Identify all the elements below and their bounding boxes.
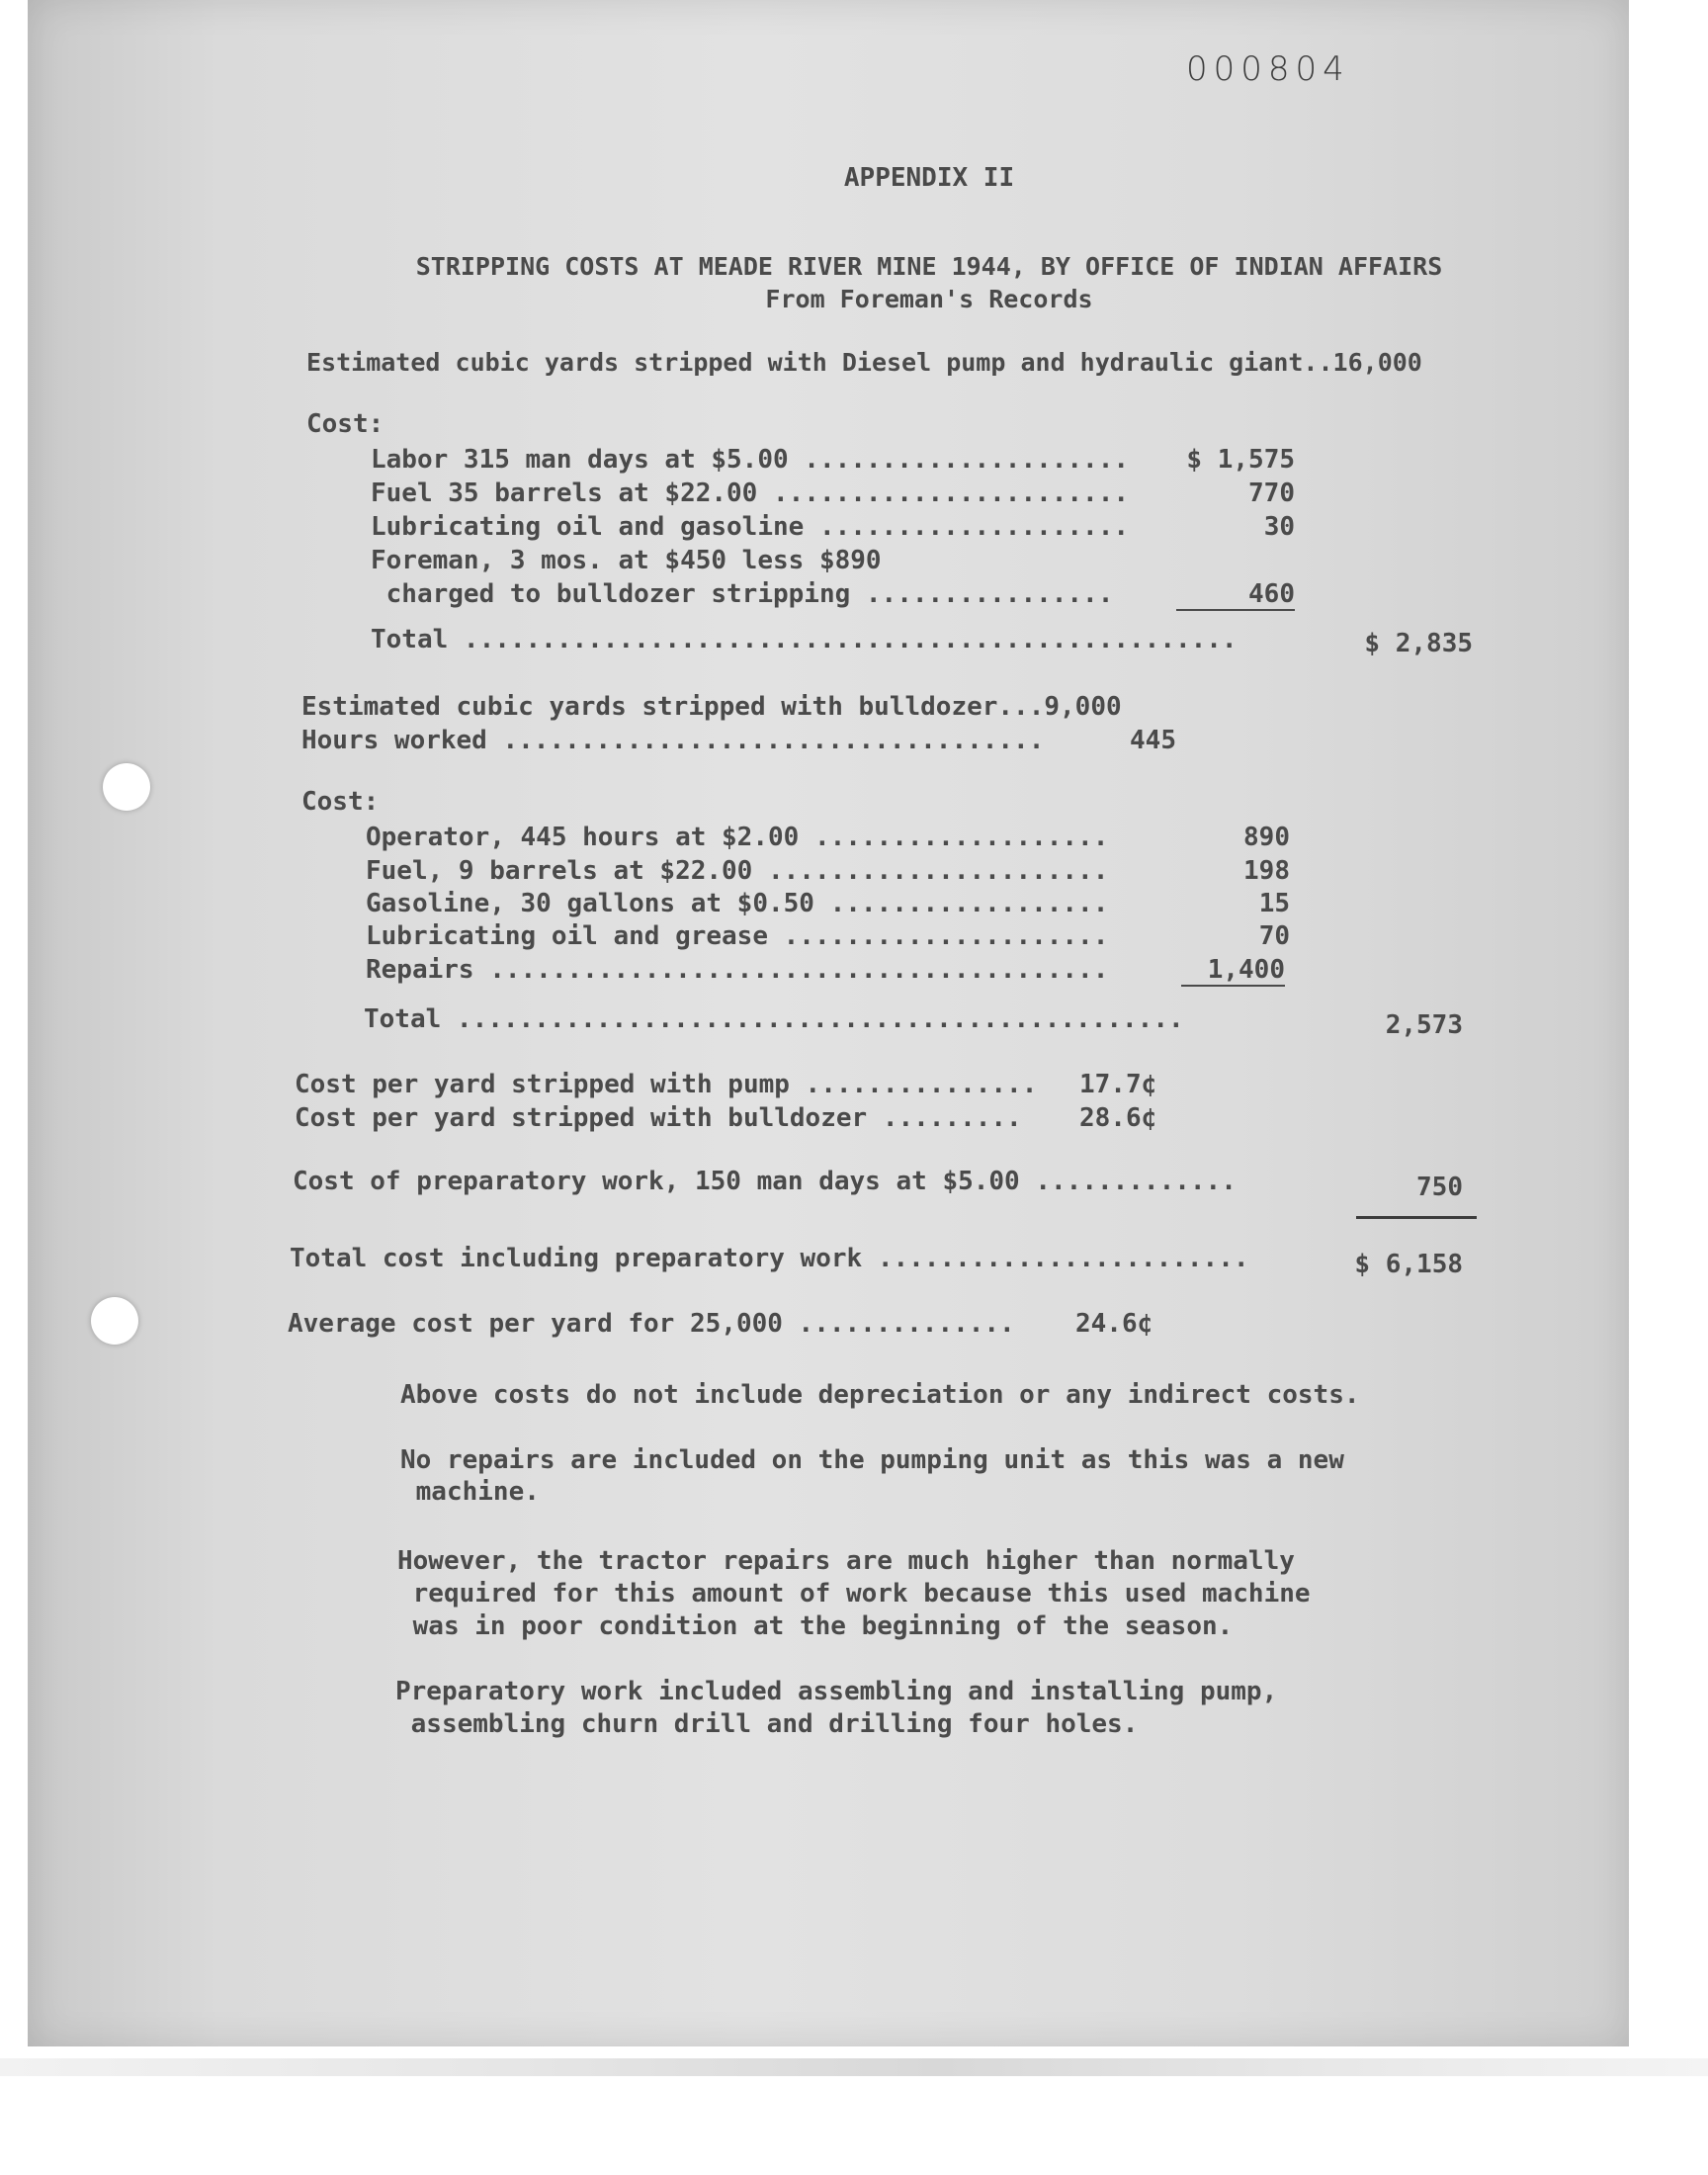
pump-item-label: Lubricating oil and gasoline .................... <box>371 512 1130 542</box>
page-stamp-number: 000804 <box>1186 49 1350 89</box>
note-line: No repairs are included on the pumping unit as this was a new <box>400 1445 1344 1475</box>
note-line: was in poor condition at the beginning of the season. <box>397 1611 1234 1641</box>
pump-cost-label: Cost: <box>306 409 384 439</box>
bulldozer-item-label: Gasoline, 30 gallons at $0.50 .................. <box>366 889 1109 918</box>
pump-item-value: $ 1,575 <box>1186 445 1295 475</box>
binder-hole-bottom <box>91 1297 138 1345</box>
per-yard-bulldozer-label: Cost per yard stripped with bulldozer ......... <box>295 1103 1022 1133</box>
pump-item-value: 460 <box>1176 579 1295 611</box>
bulldozer-item-label: Fuel, 9 barrels at $22.00 ...................... <box>366 856 1109 886</box>
bulldozer-item-label: Repairs ........................................ <box>366 955 1109 985</box>
note-line: Preparatory work included assembling and installing pump, <box>395 1677 1278 1706</box>
pump-item-value: 30 <box>1263 512 1295 542</box>
bulldozer-total-value: 2,573 <box>1385 1010 1463 1040</box>
pump-item-value: 770 <box>1248 478 1295 508</box>
grand-total-label: Total cost including preparatory work ........................ <box>290 1244 1249 1273</box>
bulldozer-item-value: 198 <box>1243 856 1290 886</box>
per-yard-pump-value: 17.7¢ <box>1079 1070 1157 1099</box>
binder-hole-top <box>103 763 150 811</box>
average-cost-value: 24.6¢ <box>1075 1309 1153 1339</box>
appendix-heading: APPENDIX II <box>843 163 1015 193</box>
bulldozer-cost-label: Cost: <box>301 787 380 817</box>
hours-worked-value: 445 <box>1130 726 1176 755</box>
pump-total-value: $ 2,835 <box>1364 629 1473 658</box>
pump-estimate-line: Estimated cubic yards stripped with Diesel pump and hydraulic giant..16,000 <box>306 348 1422 377</box>
sum-rule <box>1356 1216 1477 1219</box>
average-cost-label: Average cost per yard for 25,000 .............. <box>288 1309 1015 1339</box>
preparatory-value: 750 <box>1416 1173 1463 1202</box>
note-line: assembling churn drill and drilling four holes. <box>395 1709 1139 1739</box>
note-line: Above costs do not include depreciation or any indirect costs. <box>400 1380 1360 1410</box>
pump-total-label: Total .................................................. <box>371 625 1238 654</box>
pump-item-label: Foreman, 3 mos. at $450 less $890 <box>371 546 882 575</box>
per-yard-bulldozer-value: 28.6¢ <box>1079 1103 1157 1133</box>
note-line: machine. <box>400 1477 540 1507</box>
bulldozer-total-label: Total ............................................... <box>364 1004 1184 1034</box>
bulldozer-item-value: 70 <box>1258 921 1290 951</box>
hours-worked-label: Hours worked ................................... <box>301 726 1045 755</box>
bulldozer-item-label: Lubricating oil and grease ..................... <box>366 921 1109 951</box>
note-line: However, the tractor repairs are much higher than normally <box>397 1546 1295 1576</box>
scanner-edge-strip <box>0 2058 1708 2076</box>
bulldozer-estimate-line: Estimated cubic yards stripped with bulldozer...9,000 <box>301 692 1122 722</box>
per-yard-pump-label: Cost per yard stripped with pump ............... <box>295 1070 1038 1099</box>
document-subtitle: From Foreman's Records <box>765 285 1093 313</box>
bulldozer-item-value: 1,400 <box>1181 955 1285 987</box>
pump-item-label: Labor 315 man days at $5.00 ..................... <box>371 445 1130 475</box>
bulldozer-item-label: Operator, 445 hours at $2.00 ................... <box>366 823 1109 852</box>
document-title: STRIPPING COSTS AT MEADE RIVER MINE 1944, BY OFFICE OF INDIAN AFFAIRS <box>415 252 1443 281</box>
preparatory-label: Cost of preparatory work, 150 man days at $5.00 ............. <box>293 1167 1237 1196</box>
bulldozer-item-value: 890 <box>1243 823 1290 852</box>
pump-item-label: charged to bulldozer stripping ................ <box>371 579 1114 609</box>
bulldozer-item-value: 15 <box>1258 889 1290 918</box>
grand-total-value: $ 6,158 <box>1354 1250 1463 1279</box>
note-line: required for this amount of work because this used machine <box>397 1579 1311 1609</box>
pump-item-label: Fuel 35 barrels at $22.00 ....................... <box>371 478 1130 508</box>
